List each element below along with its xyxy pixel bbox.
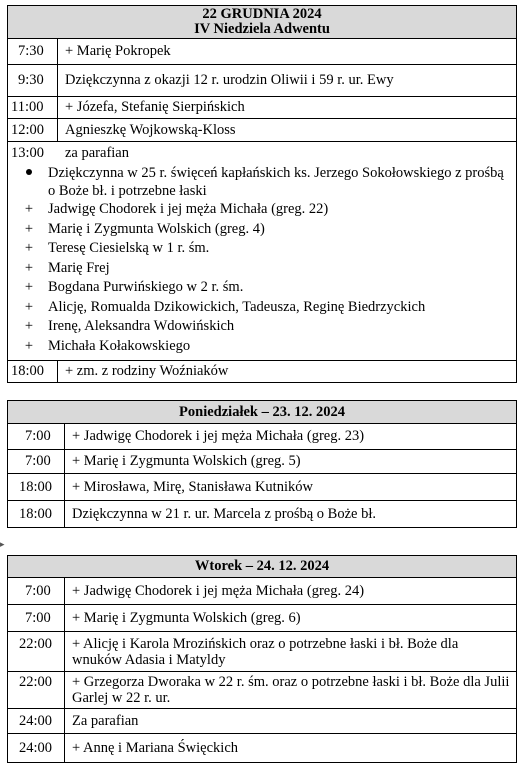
mass-intention: + Mirosława, Mirę, Stanisława Kutników (65, 474, 517, 501)
header-date: 22 GRUDNIA 2024 (202, 6, 322, 22)
mass-time: 9:30 (8, 65, 58, 97)
schedule-table-sunday (7, 5, 517, 383)
cross-icon: + (24, 259, 34, 276)
cross-icon: + (24, 201, 34, 217)
mass-intention: + Marię Pokropek (58, 39, 517, 65)
table-row (8, 424, 517, 450)
table-row (8, 39, 517, 65)
mass-time: 18:00 (8, 501, 65, 528)
mass-intention: Dziękczynna w 21 r. ur. Marcela z prośbą o Boże bł. (65, 501, 517, 528)
table-row-parafian (8, 142, 517, 361)
mass-intention: + Marię i Zygmunta Wolskich (greg. 5) (65, 450, 517, 474)
mass-intention: + Annę i Mariana Święckich (65, 734, 517, 763)
table-row (8, 474, 517, 501)
mass-time: 7:00 (8, 605, 65, 632)
list-item: + Marię Frej (8, 259, 516, 279)
table-row (8, 709, 517, 734)
mass-intention: + Jadwigę Chodorek i jej męża Michała (greg. 23) (65, 424, 517, 450)
header-subtitle: IV Niedziela Adwentu (194, 21, 330, 37)
mass-intention: Za parafian (65, 709, 517, 734)
list-item: + Bogdana Purwińskiego w 2 r. śm. (8, 278, 516, 298)
mass-intention: za parafian (65, 145, 129, 161)
list-item: + Jadwigę Chodorek i jej męża Michała (greg. 22) (8, 200, 516, 220)
table-row (8, 672, 517, 709)
table-row (8, 65, 517, 97)
mass-intention: Agnieszkę Wojkowską-Kloss (58, 119, 517, 142)
table-row (8, 97, 517, 119)
mass-time: 24:00 (8, 709, 65, 734)
table-row (8, 734, 517, 763)
mass-time: 7:30 (8, 39, 58, 65)
list-item: + Alicję, Romualda Dzikowickich, Tadeusza, Reginę Biedrzyckich (8, 298, 516, 318)
mass-time: 11:00 (8, 97, 58, 119)
mass-intention: Dziękczynna z okazji 12 r. urodzin Oliwii i 59 r. ur. Ewy (58, 65, 517, 97)
cross-icon: + (24, 298, 34, 315)
schedule-table-monday (7, 400, 517, 528)
mass-time: 7:00 (8, 424, 65, 450)
cross-icon: + (24, 220, 34, 237)
mass-time: 22:00 (8, 632, 65, 672)
paragraph-mark-icon: ▸ (0, 539, 5, 549)
cross-icon: + (24, 318, 34, 334)
list-item: + Teresę Ciesielską w 1 r. śm. (8, 239, 516, 259)
section-header-tuesday: Wtorek – 24. 12. 2024 (8, 556, 517, 578)
list-item: + Michała Kołakowskiego (8, 337, 516, 357)
intention-list (8, 162, 516, 356)
mass-intention: + Grzegorza Dworaka w 22 r. śm. oraz o potrzebne łaski i bł. Boże dla Julii Garlej w 22 r. ur. (65, 672, 517, 709)
table-row (8, 632, 517, 672)
cross-icon: + (24, 240, 34, 256)
list-item: Dziękczynna w 25 r. święceń kapłańskich ks. Jerzego Sokołowskiego z prośbą o Boże bł. i potrzebne łaski (8, 162, 516, 200)
section-header-monday: Poniedziałek – 23. 12. 2024 (8, 401, 517, 424)
section-header-sunday (8, 6, 517, 39)
parafian-cell (8, 142, 517, 361)
table-row (8, 450, 517, 474)
table-row (8, 119, 517, 142)
bullet-icon (26, 169, 32, 175)
cross-icon: + (24, 279, 34, 295)
mass-intention: + Alicję i Karola Mrozińskich oraz o potrzebne łaski i bł. Boże dla wnuków Adasia i Matyldy (65, 632, 517, 672)
list-item: + Marię i Zygmunta Wolskich (greg. 4) (8, 220, 516, 240)
list-item: + Irenę, Aleksandra Wdowińskich (8, 317, 516, 337)
mass-time: 18:00 (8, 361, 58, 383)
mass-time: 7:00 (8, 578, 65, 605)
mass-intention: + Marię i Zygmunta Wolskich (greg. 6) (65, 605, 517, 632)
table-row (8, 501, 517, 528)
mass-time: 13:00 (11, 145, 45, 161)
mass-intention: + zm. z rodziny Woźniaków (58, 361, 517, 383)
table-row (8, 578, 517, 605)
mass-intention: + Jadwigę Chodorek i jej męża Michała (greg. 24) (65, 578, 517, 605)
schedule-table-tuesday (7, 555, 517, 763)
mass-time: 7:00 (8, 450, 65, 474)
table-row (8, 361, 517, 383)
mass-time: 24:00 (8, 734, 65, 763)
mass-time: 12:00 (8, 119, 58, 142)
mass-intention: + Józefa, Stefanię Sierpińskich (58, 97, 517, 119)
cross-icon: + (24, 337, 34, 354)
table-row (8, 605, 517, 632)
mass-time: 22:00 (8, 672, 65, 709)
mass-time: 18:00 (8, 474, 65, 501)
